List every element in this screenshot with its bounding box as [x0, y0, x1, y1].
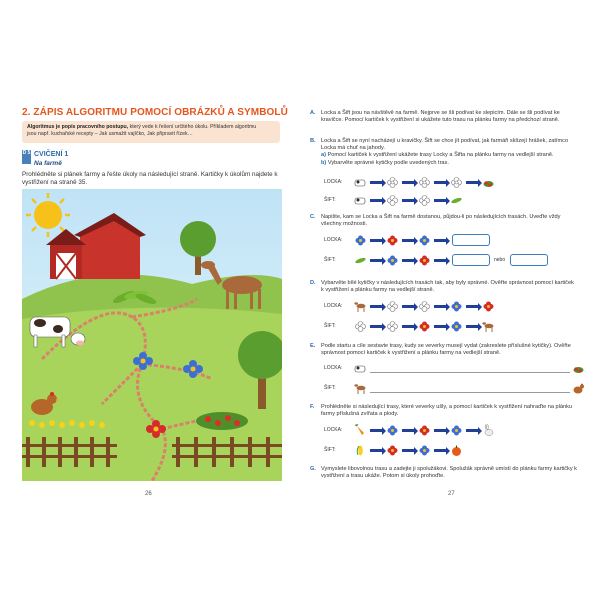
flower-blue-icon	[418, 234, 431, 247]
arrow-icon	[402, 449, 414, 452]
flower-blue-icon	[354, 234, 367, 247]
flower-red-icon	[418, 254, 431, 267]
route-label: ŠIFT:	[324, 257, 336, 263]
arrow-icon	[370, 305, 382, 308]
task-letter: A.	[310, 110, 316, 116]
task-letter: C.	[310, 214, 316, 220]
flower-red-icon	[418, 424, 431, 437]
flower-red-icon	[482, 300, 495, 313]
task-letter: E.	[310, 343, 316, 349]
horse-icon	[354, 382, 367, 395]
horse-icon	[482, 320, 495, 333]
strawberry-plants-icon	[196, 412, 248, 430]
carrot-icon	[354, 424, 367, 437]
task-b-sub-a: a) Pomocí kartiček k vystřižení ukážete trasy Locky a Šifta na plánku farmy na vedlejší straně.	[321, 152, 554, 159]
pea-pods-icon	[354, 254, 367, 267]
rabbit-icon	[482, 424, 495, 437]
flower-blue-icon	[418, 444, 431, 457]
arrow-icon	[402, 181, 414, 184]
arrow-icon	[402, 325, 414, 328]
arrow-icon	[434, 181, 446, 184]
arrow-icon	[434, 259, 446, 262]
answer-box[interactable]	[452, 254, 490, 266]
arrow-icon	[370, 239, 382, 242]
arrow-icon	[466, 429, 478, 432]
exercise-subtitle: Na farmě	[34, 160, 62, 167]
route-label: LOCKA:	[324, 179, 343, 185]
strawberry-icon	[482, 176, 495, 189]
task-d	[310, 280, 578, 294]
task-b-sub-b: b) Vybarvěte správné kytičky podle uvedených tras.	[321, 159, 449, 166]
route-label: ŠIFT:	[324, 197, 336, 203]
arrow-icon	[402, 305, 414, 308]
intro-tail: Příkladem algoritmu	[208, 124, 257, 130]
arrow-icon	[434, 305, 446, 308]
strawberry-icon	[572, 362, 585, 375]
intro-rest: který vede k řešení určitého úkolu.	[128, 124, 209, 130]
task-letter: D.	[310, 280, 316, 286]
arrow-icon	[370, 429, 382, 432]
route-label: ŠIFT:	[324, 385, 336, 391]
flower-blue-icon	[450, 424, 463, 437]
arrow-icon	[370, 449, 382, 452]
flower-outline-icon	[386, 194, 399, 207]
arrow-icon	[370, 259, 382, 262]
answer-box[interactable]	[452, 234, 490, 246]
flower-outline-icon	[386, 300, 399, 313]
task-letter: F.	[310, 404, 315, 410]
flower-blue-icon	[386, 424, 399, 437]
arrow-icon	[434, 325, 446, 328]
task-c	[310, 214, 578, 228]
arrow-icon	[370, 199, 382, 202]
flower-outline-icon	[418, 176, 431, 189]
arrow-icon	[466, 181, 478, 184]
apple-icon	[450, 444, 463, 457]
task-b	[310, 138, 578, 167]
task-f	[310, 404, 578, 418]
arrow-icon	[434, 239, 446, 242]
intro-box	[22, 121, 280, 143]
task-letter: B.	[310, 138, 316, 144]
task-text: Vybarvěte bílé kytičky v následujících trasách tak, aby byly správné. Ověřte správnost pomocí kartiček k vystřižení a plánku farmy na vedlejší straně.	[321, 280, 574, 294]
route-label: ŠIFT:	[324, 447, 336, 453]
arrow-icon	[370, 181, 382, 184]
arrow-icon	[466, 325, 478, 328]
answer-line[interactable]	[370, 392, 570, 393]
route-label: ŠIFT:	[324, 323, 336, 329]
task-text: Podle startu a cíle sestavte trasy, kudy se veverky musejí vydat (zakreslete příslušné kytičky). Ověřte správnost pomocí kartiček k vystřižení a plánku farmy na vedlejší straně.	[321, 343, 571, 357]
arrow-icon	[434, 199, 446, 202]
task-letter: G.	[310, 466, 316, 472]
arrow-icon	[434, 429, 446, 432]
flower-red-icon	[386, 444, 399, 457]
pea-pods-icon	[450, 194, 463, 207]
intro-line2: jsou např. kuchařské recepty – Jak usmažit vajíčko, Jak připravit řízek…	[27, 130, 193, 137]
page-number-right: 27	[448, 491, 455, 497]
arrow-icon	[402, 239, 414, 242]
horse-icon	[354, 300, 367, 313]
arrow-icon	[434, 449, 446, 452]
flower-outline-icon	[450, 176, 463, 189]
arrow-icon	[402, 429, 414, 432]
answer-box[interactable]	[510, 254, 548, 266]
exercise-text: Prohlédněte si plánek farmy a řešte úkoly na následující straně. Kartičky k úkolům najdete k vystřižení na straně 35.	[22, 171, 278, 186]
task-text: Napište, kam se Locka a Šift na farmě dostanou, půjdou-li po následujících trasách. Uveďte vždy všechny možnosti.	[321, 214, 561, 228]
task-text: Locka a Šift se nyní nacházejí u kravičky. Šift se chce jít podívat, jak farmáři sklízejí hrášek, zatímco Locka má chuť na jahody.	[321, 138, 569, 152]
route-row-sift-e	[324, 382, 586, 396]
intro-bold: Algoritmus je popis pracovního postupu,	[27, 124, 129, 130]
farm-illustration	[22, 189, 282, 481]
page-number-left: 26	[145, 491, 152, 497]
route-label: LOCKA:	[324, 303, 343, 309]
task-g	[310, 466, 578, 480]
task-text: Locka a Šift jsou na návštěvě na farmě. Nejprve se šli podívat ke slepicím. Dále se šli podívat ke kravičce. Pomocí kartiček k vystřižení si ukážete tuto trasu na plánku farmy na předchozí straně.	[321, 110, 560, 124]
hen-icon	[572, 382, 585, 395]
exercise-title: CVIČENÍ 1	[34, 151, 69, 158]
difficulty-badge: D 5	[22, 150, 31, 164]
flower-blue-icon	[386, 254, 399, 267]
arrow-icon	[402, 259, 414, 262]
route-label: LOCKA:	[324, 365, 343, 371]
flower-red-icon	[386, 234, 399, 247]
or-label: nebo	[494, 257, 506, 263]
right-page	[300, 0, 600, 600]
arrow-icon	[466, 305, 478, 308]
flower-outline-icon	[386, 176, 399, 189]
task-text: Prohlédněte si následující trasy, které veverky ušly, a pomocí kartiček k vystřižení nahraďte na plánku farmy příslušná zvířata a plody.	[321, 404, 573, 418]
corn-icon	[354, 444, 367, 457]
flower-outline-icon	[354, 320, 367, 333]
route-row-locka-e	[324, 362, 586, 376]
flower-outline-icon	[418, 300, 431, 313]
route-label: LOCKA:	[324, 427, 343, 433]
flower-blue-icon	[450, 300, 463, 313]
section-heading: 2. ZÁPIS ALGORITMU POMOCÍ OBRÁZKŮ A SYMBOLŮ	[22, 107, 288, 118]
route-label: LOCKA:	[324, 237, 343, 243]
task-a	[310, 110, 578, 124]
arrow-icon	[370, 325, 382, 328]
task-e	[310, 343, 578, 357]
arrow-icon	[402, 199, 414, 202]
cow-icon	[354, 362, 367, 375]
cow-icon	[354, 176, 367, 189]
flower-outline-icon	[418, 194, 431, 207]
cow-icon	[354, 194, 367, 207]
flower-red-icon	[418, 320, 431, 333]
flower-blue-icon	[450, 320, 463, 333]
task-text: Vymyslete libovolnou trasu a zadejte ji spolužákovi. Spolužák správně umístí do plánku farmy kartičky k vystřižení a trasu ukáže. Potom si úkoly prohoďte.	[321, 466, 577, 480]
flower-outline-icon	[386, 320, 399, 333]
answer-line[interactable]	[370, 372, 570, 373]
